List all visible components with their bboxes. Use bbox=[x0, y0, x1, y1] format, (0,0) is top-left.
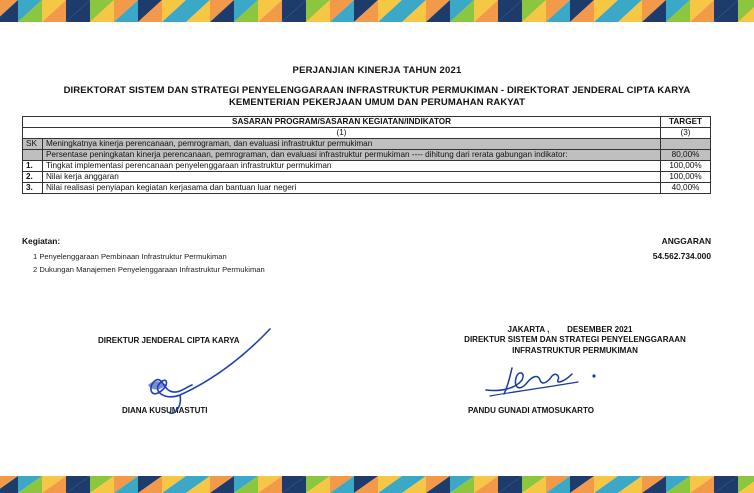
row-indicator: Nilai kerja anggaran bbox=[42, 172, 660, 183]
number-target: (3) bbox=[661, 128, 711, 139]
ministry-name: KEMENTERIAN PEKERJAAN UMUM DAN PERUMAHAN RAKYAT bbox=[228, 97, 526, 108]
kegiatan-item: 2 Dukungan Manajemen Penyelenggaraan Infrastruktur Permukiman bbox=[33, 265, 265, 274]
strategic-goal-row bbox=[23, 139, 711, 150]
header-target: TARGET bbox=[661, 117, 711, 128]
row-number: 3. bbox=[23, 183, 43, 194]
right-signatory-title: DIREKTUR SISTEM DAN STRATEGI PENYELENGGARAAN bbox=[464, 335, 686, 344]
right-signatory-name: PANDU GUNADI ATMOSUKARTO bbox=[468, 406, 594, 415]
right-signatory-title-line2: INFRASTRUKTUR PERMUKIMAN bbox=[512, 346, 638, 355]
sk-text: Meningkatnya kinerja perencanaan, pemrograman, dan evaluasi infrastruktur permukiman bbox=[42, 139, 660, 150]
document-title: PERJANJIAN KINERJA TAHUN 2021 bbox=[292, 65, 462, 76]
table-number-row bbox=[23, 128, 711, 139]
table-row bbox=[23, 161, 711, 172]
sk-target bbox=[661, 139, 711, 150]
row-indicator: Nilai realisasi penyiapan kegiatan kerjasama dan bantuan luar negeri bbox=[42, 183, 660, 194]
organization-name: DIREKTORAT SISTEM DAN STRATEGI PENYELENGGARAAN INFRASTRUKTUR PERMUKIMAN - DIREKTORAT JENDERAL CIPTA KARYA bbox=[63, 85, 691, 96]
left-signatory-name: DIANA KUSUMASTUTI bbox=[122, 406, 208, 415]
decorative-top-band bbox=[0, 0, 754, 22]
signing-date: JAKARTA , DESEMBER 2021 bbox=[507, 325, 633, 334]
row-target: 100,00% bbox=[661, 161, 711, 172]
row-indicator: Tingkat implementasi perencanaan penyelenggaraan infrastruktur permukiman bbox=[42, 161, 660, 172]
right-signature bbox=[482, 362, 612, 402]
row-target: 40,00% bbox=[661, 183, 711, 194]
left-signature bbox=[140, 325, 280, 420]
row-number: 2. bbox=[23, 172, 43, 183]
anggaran-value: 54.562.734.000 bbox=[652, 251, 711, 261]
table-row bbox=[23, 172, 711, 183]
decorative-triangles bbox=[0, 0, 754, 22]
table-row bbox=[23, 183, 711, 194]
main-indicator-text: Persentase peningkatan kinerja perencanaan, pemrograman, dan evaluasi infrastruktur permukiman ---- dihitung dari rerata gabungan indikator: bbox=[42, 150, 660, 161]
number-program: (1) bbox=[23, 128, 661, 139]
sk-code: SK bbox=[23, 139, 43, 150]
kegiatan-item: 1 Penyelenggaraan Pembinaan Infrastruktur Permukiman bbox=[33, 252, 227, 261]
table-header-row bbox=[23, 117, 711, 128]
main-indicator-row bbox=[23, 150, 711, 161]
main-indicator-no bbox=[23, 150, 43, 161]
kegiatan-label: Kegiatan: bbox=[22, 236, 61, 246]
row-target: 100,00% bbox=[661, 172, 711, 183]
row-number: 1. bbox=[23, 161, 43, 172]
main-indicator-target: 80,00% bbox=[661, 150, 711, 161]
decorative-triangles bbox=[0, 476, 754, 493]
left-signatory-title: DIREKTUR JENDERAL CIPTA KARYA bbox=[98, 336, 240, 345]
anggaran-label: ANGGARAN bbox=[661, 236, 711, 246]
performance-table bbox=[22, 116, 711, 194]
decorative-bottom-band bbox=[0, 476, 754, 493]
header-program: SASARAN PROGRAM/SASARAN KEGIATAN/INDIKATOR bbox=[23, 117, 661, 128]
